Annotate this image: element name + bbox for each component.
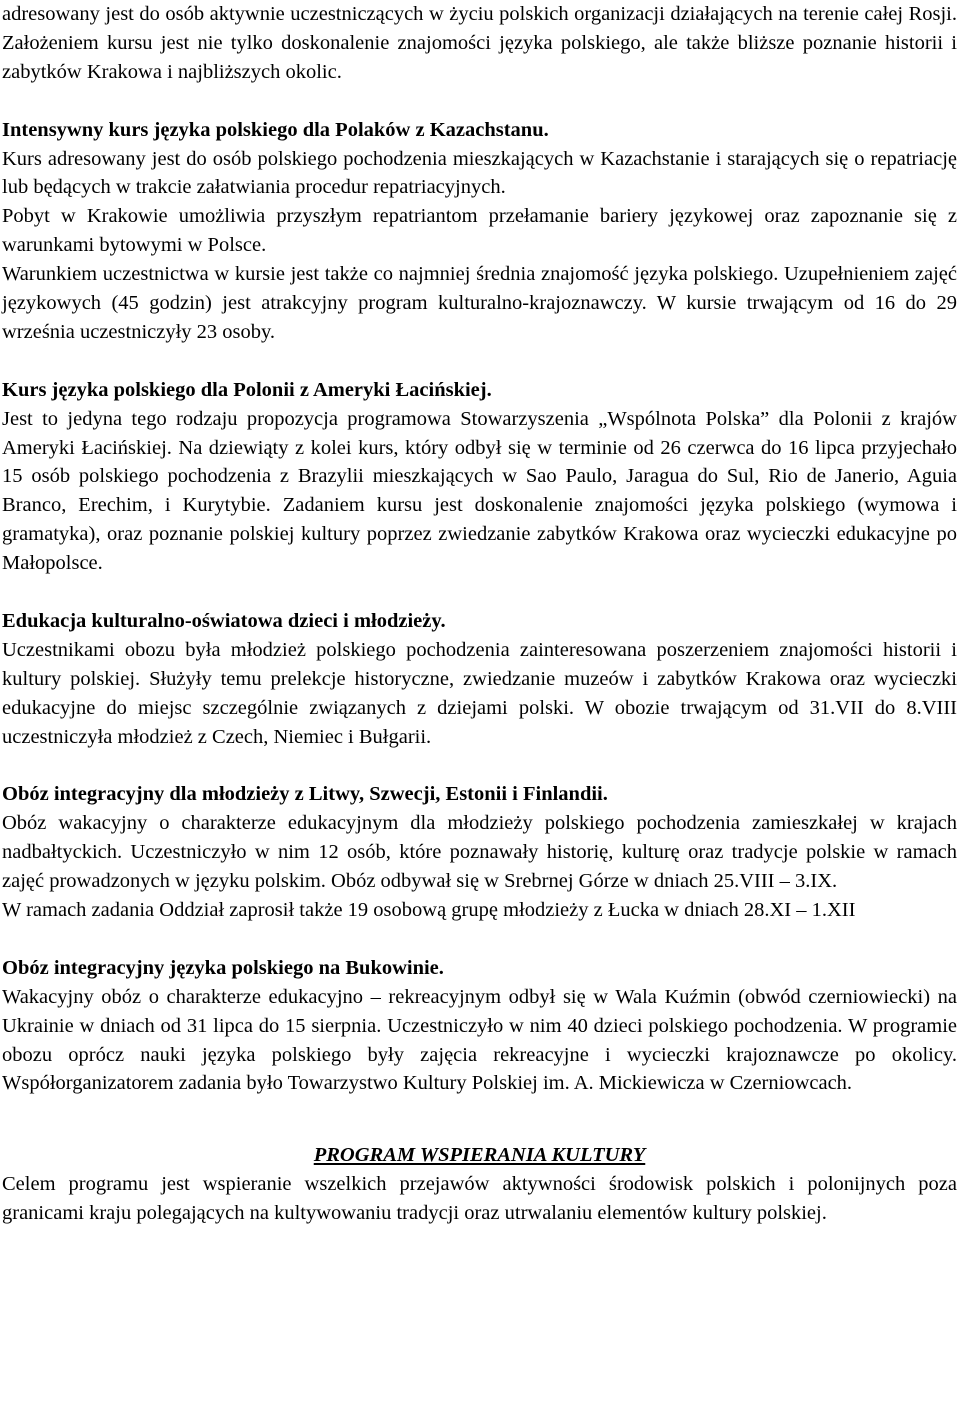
section-paragraph: Uczestnikami obozu była młodzież polskiego pochodzenia zainteresowana poszerzeniem znajomości historii i kultury polskiej. Służyły temu prelekcje historyczne, zwiedzanie muzeów i zabytków Krakowa oraz wycieczki edukacyjne do miejsc szczególnie związanych z dziejami polski. W obozie trwającym od 31.VII do 8.VIII uczestniczyła młodzież z Czech, Niemiec i Bułgarii. bbox=[2, 638, 957, 748]
section-heading: Kurs języka polskiego dla Polonii z Ameryki Łacińskiej. bbox=[2, 378, 492, 401]
section-paragraph: W ramach zadania Oddział zaprosił także 19 osobową grupę młodzieży z Łucka w dniach 28.XI – 1.XII bbox=[2, 899, 856, 922]
section-paragraph: Kurs adresowany jest do osób polskiego pochodzenia mieszkających w Kazachstanie i starających się o repatriację lub będących w trakcie załatwiania procedur repatriacyjnych. bbox=[2, 147, 957, 199]
spacer bbox=[2, 578, 957, 607]
section-paragraph: Jest to jedyna tego rodzaju propozycja programowa Stowarzyszenia „Wspólnota Polska” dla Polonii z krajów Ameryki Łacińskiej. Na dziewiąty z kolei kurs, który odbył się w terminie od 26 czerwca do 16 lipca przyjechało 15 osób polskiego pochodzenia z Brazylii mieszkających w Sao Paulo, Jaragua do Sul, Rio de Janerio, Aguia Branco, Erechim, i Kurytybie. Zadaniem kursu jest doskonalenie znajomości języka polskiego (wymowa i gramatyka), oraz poznanie polskiej kultury poprzez zwiedzanie zabytków Krakowa oraz wycieczki edukacyjne po Małopolsce. bbox=[2, 407, 957, 575]
section-heading: Intensywny kurs języka polskiego dla Polaków z Kazachstanu. bbox=[2, 118, 549, 141]
section-paragraph: Warunkiem uczestnictwa w kursie jest także co najmniej średnia znajomość języka polskiego. Uzupełnieniem zajęć językowych (45 godzin) jest atrakcyjny program kulturalno-krajoznawczy. W kursie trwającym od 16 do 29 września uczestniczyły 23 osoby. bbox=[2, 263, 957, 343]
spacer bbox=[2, 752, 957, 781]
section-heading: Obóz integracyjny dla młodzieży z Litwy, Szwecji, Estonii i Finlandii. bbox=[2, 783, 608, 806]
program-title: PROGRAM WSPIERANIA KULTURY bbox=[313, 1144, 646, 1167]
intro-paragraph: adresowany jest do osób aktywnie uczestniczących w życiu polskich organizacji działających na terenie całej Rosji. Założeniem kursu jest nie tylko doskonalenie znajomości języka polskiego, ale także bliższe poznanie historii i zabytków Krakowa i najbliższych okolic. bbox=[2, 3, 957, 83]
section-heading: Edukacja kulturalno-oświatowa dzieci i młodzieży. bbox=[2, 609, 446, 632]
spacer bbox=[2, 347, 957, 376]
spacer bbox=[2, 925, 957, 954]
section-paragraph: Pobyt w Krakowie umożliwia przyszłym repatriantom przełamanie bariery językowej oraz zapoznanie się z warunkami bytowymi w Polsce. bbox=[2, 205, 957, 257]
spacer bbox=[2, 1098, 957, 1141]
section-baltic-camp bbox=[2, 780, 957, 925]
program-paragraph: Celem programu jest wspieranie wszelkich przejawów aktywności środowisk polskich i polonijnych poza granicami kraju polegających na kultywowaniu tradycji oraz utrwalaniu elementów kultury polskiej. bbox=[2, 1173, 957, 1225]
section-heading: Obóz integracyjny języka polskiego na Bukowinie. bbox=[2, 956, 444, 979]
section-bukovina-camp bbox=[2, 954, 957, 1099]
spacer bbox=[2, 87, 957, 116]
document-page bbox=[2, 0, 957, 1228]
section-paragraph: Wakacyjny obóz o charakterze edukacyjno – rekreacyjnym odbył się w Wala Kuźmin (obwód czerniowiecki) na Ukrainie w dniach od 31 lipca do 15 sierpnia. Uczestniczyło w nim 40 dzieci polskiego pochodzenia. W programie obozu oprócz nauki języka polskiego były zajęcia rekreacyjne i wycieczki krajoznawcze po okolicy. Współorganizatorem zadania było Towarzystwo Kultury Polskiej im. A. Mickiewicza w Czerniowcach. bbox=[2, 985, 957, 1095]
section-paragraph: Obóz wakacyjny o charakterze edukacyjnym dla młodzieży polskiego pochodzenia zamieszkałej w krajach nadbałtyckich. Uczestniczyło w nim 12 osób, które poznawały historię, kulturę oraz tradycje polskie w ramach zajęć prowadzonych w języku polskim. Obóz odbywał się w Srebrnej Górze w dniach 25.VIII – 3.IX. bbox=[2, 812, 957, 893]
section-culture-program bbox=[2, 1141, 957, 1228]
section-education bbox=[2, 607, 957, 752]
section-latin-america bbox=[2, 376, 957, 578]
section-kazakhstan bbox=[2, 116, 957, 347]
